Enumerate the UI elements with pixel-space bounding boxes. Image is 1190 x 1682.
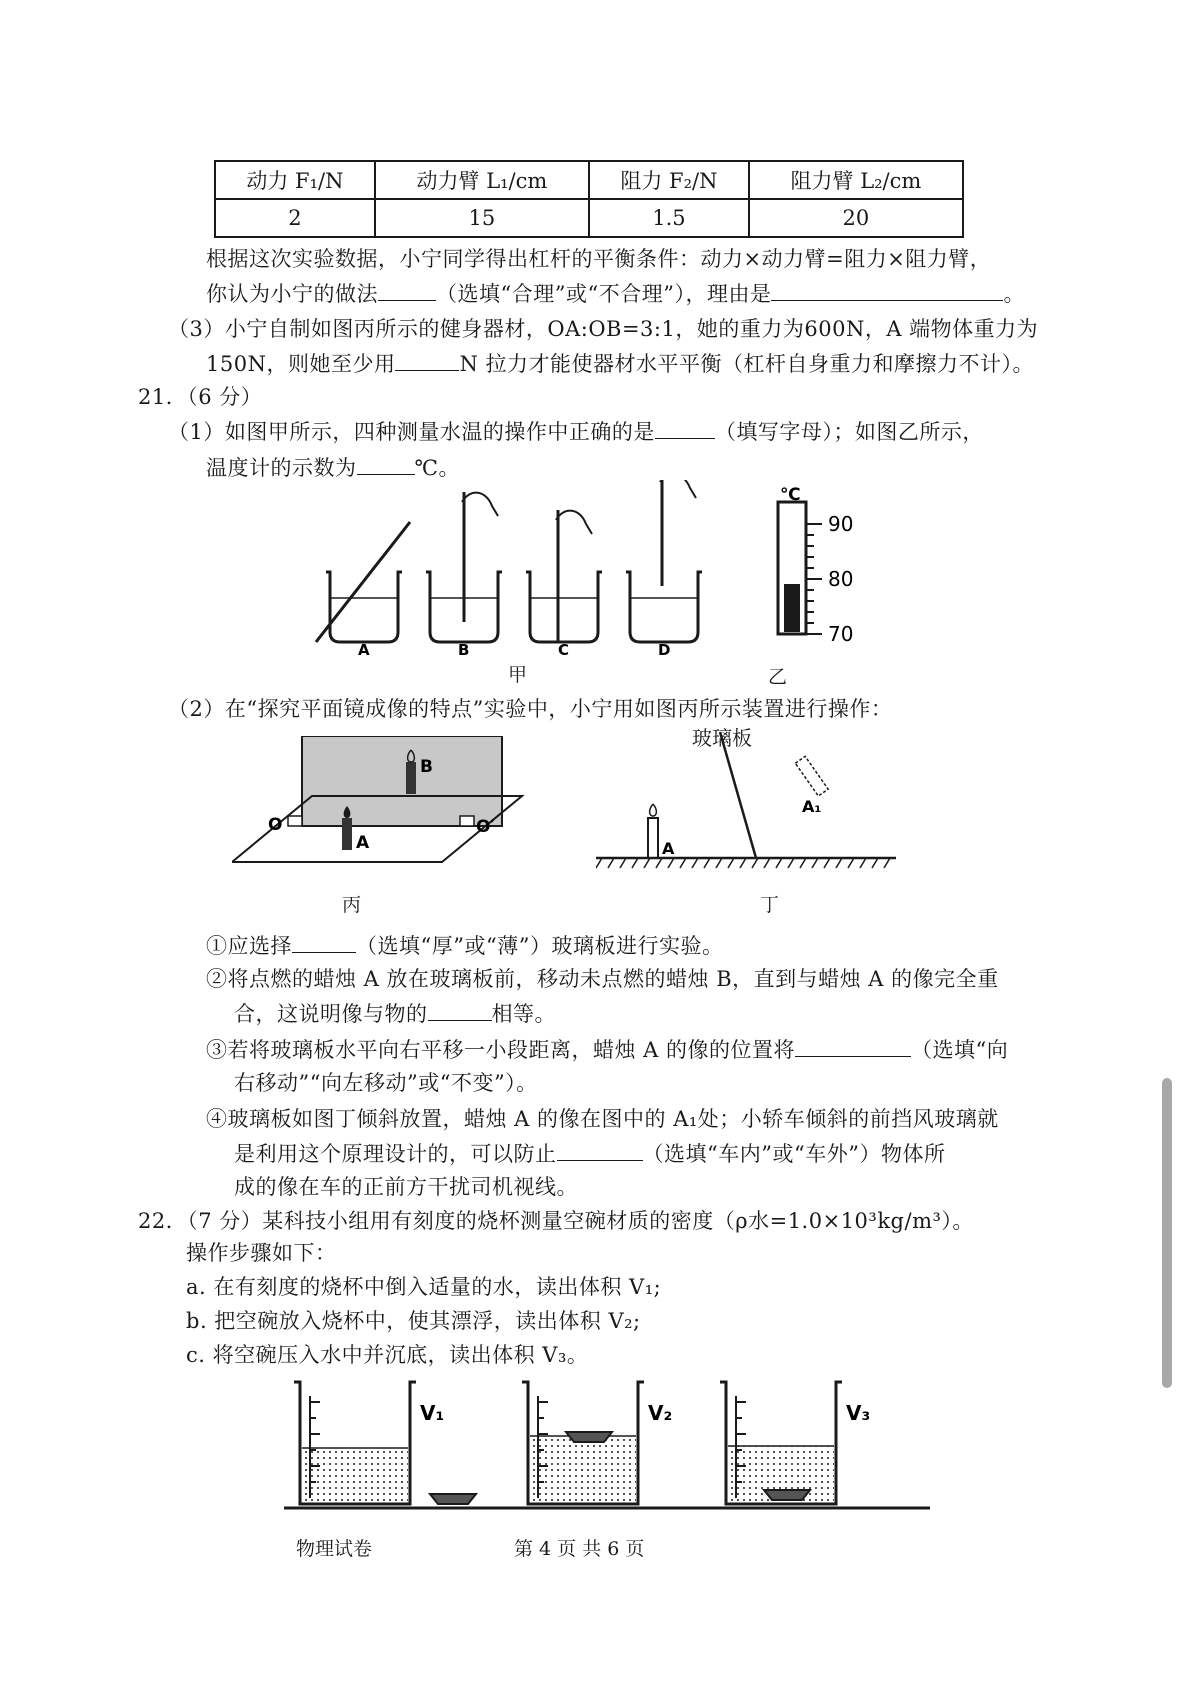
empty-bowl <box>430 1494 476 1504</box>
q20-text: 。 <box>1003 282 1025 306</box>
answer-blank[interactable] <box>771 280 1003 301</box>
answer-blank[interactable] <box>795 1036 911 1057</box>
table-cell: 2 <box>215 199 375 237</box>
answer-blank[interactable] <box>655 418 715 439</box>
glass-plate <box>302 736 502 826</box>
q21-sub3-line2: 右移动”“向左移动”或“不变”）。 <box>234 1071 538 1095</box>
lever-data-table <box>214 160 964 238</box>
q22-steps-title: 操作步骤如下： <box>186 1241 337 1265</box>
hand-icon <box>660 480 696 498</box>
q20-text: N 拉力才能使器材水平平衡（杠杆自身重力和摩擦力不计）。 <box>459 352 1035 376</box>
table-header-cell: 动力 F₁/N <box>215 161 375 199</box>
thermo-tick-label: 80 <box>828 567 854 591</box>
q21-text: 是利用这个原理设计的，可以防止 <box>234 1142 557 1166</box>
beaker-label-c: C <box>558 641 570 659</box>
table-cell: 1.5 <box>589 199 749 237</box>
q20-text: 150N，则她至少用 <box>206 352 396 376</box>
beaker-d <box>626 572 702 642</box>
figure-caption-jia: 甲 <box>508 664 528 686</box>
q21-text: （选填“车内”或“车外”）物体所 <box>642 1142 946 1166</box>
q21-sub2: ②将点燃的蜡烛 A 放在玻璃板前，移动未点燃的蜡烛 B，直到与蜡烛 A 的像完全重 <box>206 967 999 991</box>
thermo-tick-label: 70 <box>828 622 854 644</box>
q21-text: （选填“厚”或“薄”）玻璃板进行实验。 <box>356 934 724 958</box>
q21-sub1 <box>206 932 723 959</box>
label-o-prime: O′ <box>476 817 495 837</box>
vertical-scrollbar[interactable] <box>1162 1078 1172 1388</box>
answer-blank[interactable] <box>292 932 356 953</box>
q21-text: ℃。 <box>414 456 460 480</box>
q21-part1-line <box>168 418 984 445</box>
candle-a <box>342 818 352 850</box>
q21-text: 温度计的示数为 <box>206 456 357 480</box>
table-row <box>215 199 963 237</box>
q22-step-c: c. 将空碗压入水中并沉底，读出体积 V₃。 <box>186 1343 589 1367</box>
water-v1 <box>302 1448 408 1504</box>
q21-text: ①应选择 <box>206 934 292 958</box>
table-header-row <box>215 161 963 199</box>
q21-part1-line2 <box>206 454 460 481</box>
q21-text: ③若将玻璃板水平向右平移一小段距离，蜡烛 A 的像的位置将 <box>206 1038 796 1062</box>
graduated-beakers-figure <box>280 1372 940 1522</box>
figure-caption-ding: 丁 <box>760 894 780 916</box>
answer-blank[interactable] <box>378 280 436 301</box>
q21-text: （选填“向 <box>911 1038 1009 1062</box>
candle-a <box>648 818 658 858</box>
q21-heading: 21．（6 分） <box>138 385 263 409</box>
q20-text: （选填“合理”或“不合理”），理由是 <box>436 282 772 306</box>
q21-text: 相等。 <box>491 1002 556 1026</box>
plane-mirror-setup-figure <box>232 736 532 876</box>
beaker-label-b: B <box>458 641 470 659</box>
mercury-column <box>784 584 800 632</box>
hand-icon <box>556 511 592 534</box>
q21-text: 合，这说明像与物的 <box>234 1002 428 1026</box>
thermometer-scale-figure <box>770 484 880 644</box>
candle-b <box>406 762 416 794</box>
table-cell: 20 <box>749 199 963 237</box>
q21-text: （1）如图甲所示，四种测量水温的操作中正确的是 <box>168 420 655 444</box>
q20-question-line <box>206 280 1025 307</box>
label-v1: V₁ <box>420 1401 445 1425</box>
q21-sub2-line2 <box>234 1000 556 1027</box>
q21-sub4-line3: 成的像在车的正前方干扰司机视线。 <box>234 1175 578 1199</box>
q21-text: （填写字母）；如图乙所示， <box>714 420 984 444</box>
footer-page-number: 第 4 页 共 6 页 <box>514 1538 645 1560</box>
q20-part3-line: （3）小宁自制如图丙所示的健身器材，OA:OB=3:1，她的重力为600N，A 端物体重力为 <box>168 317 1039 341</box>
label-a: A <box>662 839 675 858</box>
label-o: O <box>268 815 283 835</box>
tilted-glass-figure <box>596 732 906 882</box>
q22-step-a: a. 在有刻度的烧杯中倒入适量的水，读出体积 V₁; <box>186 1275 662 1299</box>
label-glass-plate: 玻璃板 <box>692 726 752 750</box>
q20-part3-line2 <box>206 350 1034 377</box>
beaker-c <box>526 572 602 642</box>
q21-sub3 <box>206 1036 1008 1063</box>
thermo-unit: ℃ <box>780 485 801 505</box>
q21-part2-line: （2）在“探究平面镜成像的特点”实验中，小宁用如图丙所示装置进行操作： <box>168 697 893 721</box>
sunk-bowl <box>764 1490 810 1500</box>
answer-blank[interactable] <box>428 1000 492 1021</box>
answer-blank[interactable] <box>357 454 415 475</box>
hand-icon <box>462 493 498 516</box>
label-v2: V₂ <box>648 1401 673 1425</box>
water-v2 <box>530 1436 636 1504</box>
answer-blank[interactable] <box>557 1140 643 1161</box>
q22-step-b: b. 把空碗放入烧杯中，使其漂浮，读出体积 V₂; <box>186 1309 641 1333</box>
beaker-label-a: A <box>358 641 370 659</box>
table-header-cell: 动力臂 L₁/cm <box>375 161 589 199</box>
figure-caption-yi: 乙 <box>768 666 788 688</box>
thermometer-beakers-figure <box>300 480 720 670</box>
label-v3: V₃ <box>846 1401 871 1425</box>
label-b: B <box>420 757 433 777</box>
candle-image-a1 <box>795 756 828 796</box>
label-a1: A₁ <box>802 797 822 816</box>
table-header-cell: 阻力 F₂/N <box>589 161 749 199</box>
q20-conclusion-line: 根据这次实验数据，小宁同学得出杠杆的平衡条件：动力×动力臂=阻力×阻力臂， <box>206 247 992 271</box>
table-header-cell: 阻力臂 L₂/cm <box>749 161 963 199</box>
table-cell: 15 <box>375 199 589 237</box>
q20-text: 你认为小宁的做法 <box>206 282 378 306</box>
footer-subject: 物理试卷 <box>296 1538 373 1560</box>
thermo-tick-label: 90 <box>828 512 854 536</box>
q21-sub4-line2 <box>234 1140 945 1167</box>
q22-heading: 22．（7 分）某科技小组用有刻度的烧杯测量空碗材质的密度（ρ水=1.0×10³kg/m³）。 <box>138 1209 974 1233</box>
q21-sub4: ④玻璃板如图丁倾斜放置，蜡烛 A 的像在图中的 A₁处；小轿车倾斜的前挡风玻璃就 <box>206 1107 999 1131</box>
floating-bowl <box>566 1432 612 1442</box>
beaker-label-d: D <box>658 641 671 659</box>
answer-blank[interactable] <box>395 350 459 371</box>
label-a: A <box>356 833 370 853</box>
figure-caption-bing: 丙 <box>342 894 362 916</box>
